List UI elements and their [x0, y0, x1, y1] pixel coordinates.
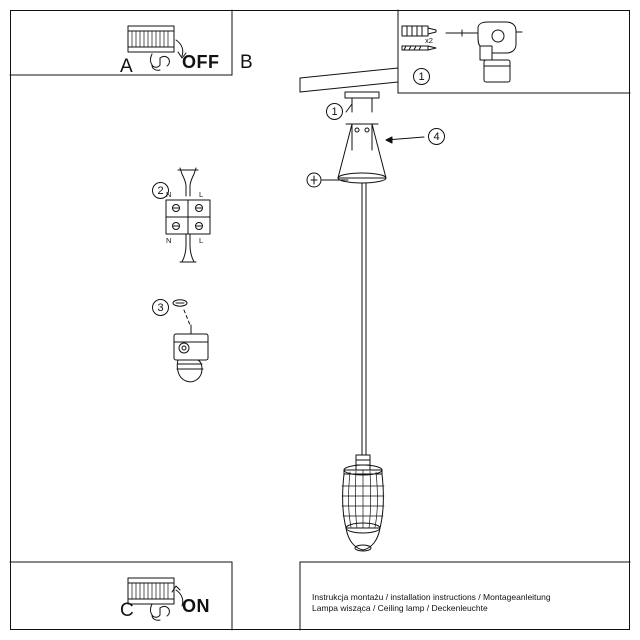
wiring-label-l-top: L: [199, 190, 204, 199]
switch-on-label: ON: [182, 596, 210, 616]
hardware-quantity-label: x2: [425, 36, 433, 45]
section-c-letter: C: [120, 600, 134, 621]
step-badge-3: 3: [152, 299, 169, 316]
lamp-holder-figure: [173, 300, 208, 382]
section-a-letter: A: [120, 56, 133, 77]
caption-line-2: Lampa wisząca / Ceiling lamp / Deckenleuchte: [312, 603, 488, 613]
terminal-block-figure: [166, 168, 210, 262]
switch-on-pictogram: [128, 578, 183, 620]
callout-badge-bracket: 1: [326, 103, 343, 120]
switch-off-label: OFF: [182, 52, 220, 72]
section-b-letter: B: [240, 52, 253, 73]
wiring-label-l-bottom: L: [199, 236, 204, 245]
lamp-assembly-figure: [300, 68, 424, 551]
wiring-label-n-bottom: N: [166, 236, 172, 245]
wiring-label-n-top: N: [166, 190, 172, 199]
caption-line-1: Instrukcja montażu / installation instructions / Montageanleitung: [312, 592, 551, 602]
step-badge-1-tools: 1: [413, 68, 430, 85]
switch-off-pictogram: [128, 26, 186, 70]
step-badge-2: 2: [152, 182, 169, 199]
callout-badge-canopy: 4: [428, 128, 445, 145]
